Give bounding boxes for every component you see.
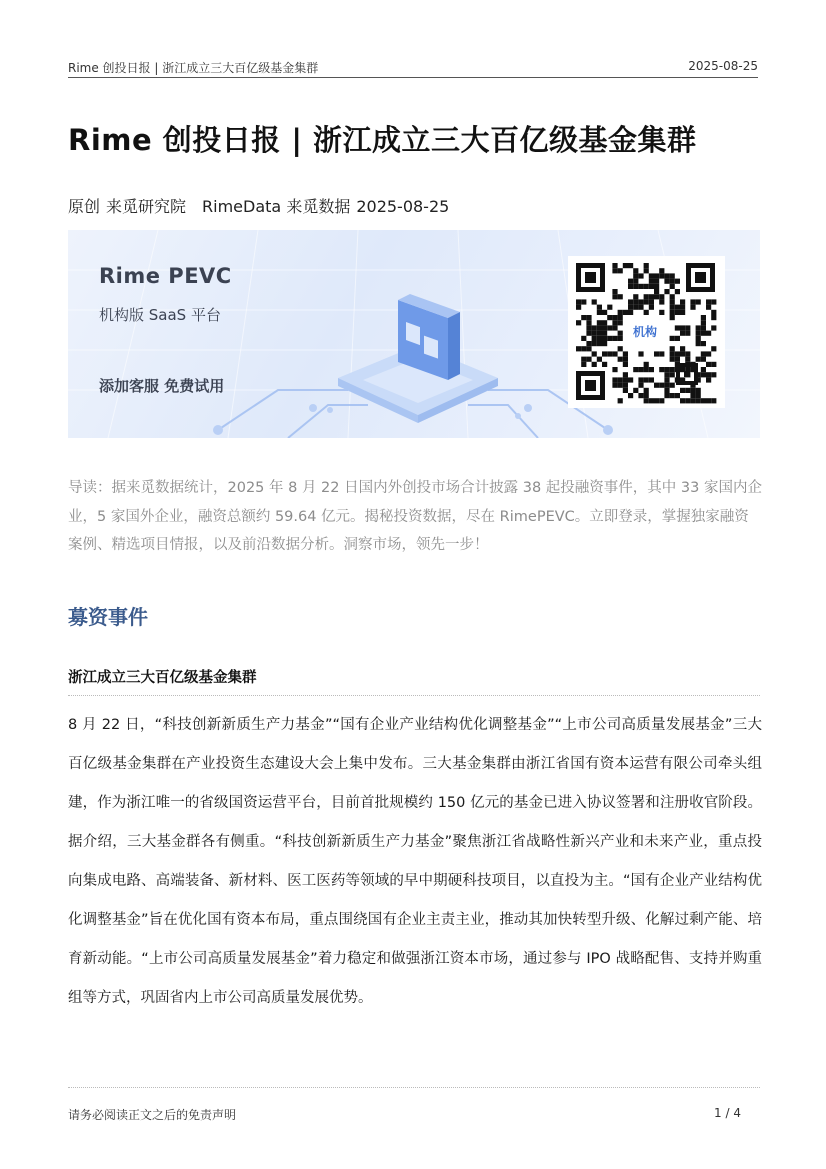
running-header (68, 59, 758, 78)
lead-paragraph: 导读：据来觅数据统计，2025 年 8 月 22 日国内外创投市场合计披露 38 起投融资事件，其中 33 家国内企业，5 家国外企业，融资总额约 59.64 亿元。揭秘投资数据，尽在 RimePEVC。立即登录，掌握独家融资案例、精选项目情报，以及前沿数据分析。洞察市场，领先一步！ (68, 480, 762, 553)
qr-center-label: 机构 (632, 325, 658, 339)
banner-subtitle: 机构版 SaaS 平台 (99, 306, 221, 324)
page-number: 1 / 4 (714, 1106, 741, 1120)
banner-brand: Rime PEVC (99, 264, 232, 288)
footer-disclaimer: 请务必阅读正文之后的免责声明 (68, 1108, 237, 1122)
news-title: 浙江成立三大百亿级基金集群 (68, 670, 257, 686)
byline-date: 2025-08-25 (356, 197, 450, 216)
news-divider (68, 695, 760, 696)
qr-code[interactable] (568, 256, 725, 408)
byline-account[interactable]: RimeData 来觅数据 (202, 197, 351, 216)
qr-code-icon (574, 261, 719, 404)
byline-author[interactable]: 来觅研究院 (106, 197, 187, 216)
promo-banner[interactable] (68, 230, 760, 438)
page-title: Rime 创投日报 | 浙江成立三大百亿级基金集群 (68, 123, 697, 157)
banner-cta[interactable]: 添加客服 免费试用 (99, 377, 225, 395)
running-footer (68, 1106, 741, 1123)
section-heading: 募资事件 (68, 605, 148, 629)
footer-divider (68, 1087, 760, 1088)
byline (68, 194, 455, 217)
running-header-date: 2025-08-25 (688, 59, 758, 73)
running-header-title: Rime 创投日报 | 浙江成立三大百亿级基金集群 (68, 61, 319, 75)
byline-tag: 原创 (68, 197, 101, 216)
news-body: 8 月 22 日，“科技创新新质生产力基金”“国有企业产业结构优化调整基金”“上市公司高质量发展基金”三大百亿级基金集群在产业投资生态建设大会上集中发布。三大基金集群由浙江省国有资本运营有限公司牵头组建，作为浙江唯一的省级国资运营平台，目前首批规模约 150 亿元的基金已进入协议签署和注册收官阶段。据介绍，三大基金群各有侧重。“科技创新新质生产力基金”聚焦浙江省战略性新兴产业和未来产业，重点投向集成电路、高端装备、新材料、医工医药等领域的早中期硬科技项目，以直投为主。“国有企业产业结构优化调整基金”旨在优化国有资本布局，重点围绕国有企业主责主业，推动其加快转型升级、化解过剩产能、培育新动能。“上市公司高质量发展基金”着力稳定和做强浙江资本市场，通过参与 IPO 战略配售、支持并购重组等方式，巩固省内上市公司高质量发展优势。 (68, 717, 762, 1006)
